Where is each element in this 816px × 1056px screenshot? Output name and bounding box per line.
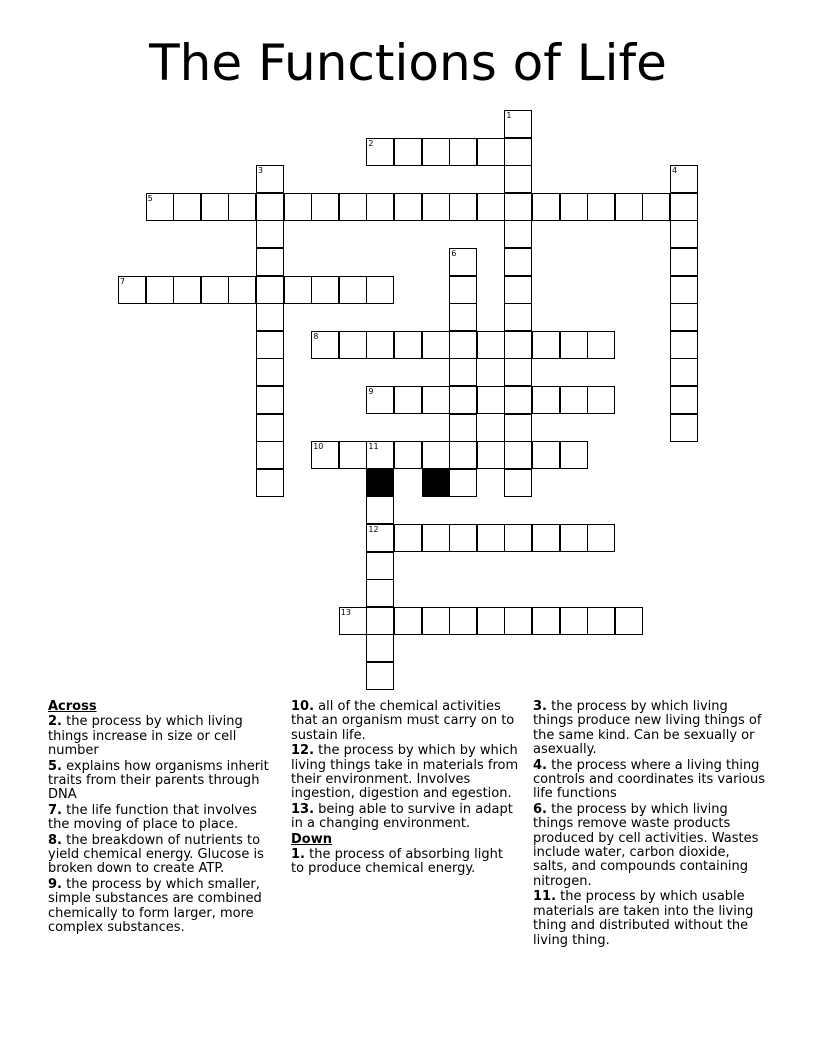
grid-cell[interactable] (532, 386, 560, 414)
clue-number: 10. (291, 699, 315, 714)
clue (48, 715, 270, 758)
grid-cell[interactable] (477, 607, 505, 635)
grid-cell[interactable] (422, 331, 450, 359)
grid-cell[interactable] (587, 193, 615, 221)
grid-cell[interactable] (394, 331, 422, 359)
grid-cell[interactable] (228, 276, 256, 304)
clue-number: 2. (48, 714, 62, 730)
grid-cell[interactable] (394, 193, 422, 221)
clue (533, 700, 767, 758)
clue (291, 848, 519, 877)
grid-cell[interactable] (422, 607, 450, 635)
grid-cell[interactable] (532, 607, 560, 635)
clue-number: 7. (48, 802, 62, 818)
grid-cell[interactable] (477, 193, 505, 221)
grid-cell[interactable] (615, 607, 643, 635)
grid-cell[interactable] (504, 469, 532, 497)
grid-cell[interactable] (449, 469, 477, 497)
grid-cell[interactable] (394, 138, 422, 166)
grid-cell[interactable] (477, 524, 505, 552)
clue-number: 13. (291, 801, 315, 817)
clue (533, 803, 767, 889)
clue-text: being able to survive in adapt in a changing environment. (291, 801, 513, 832)
grid-cell[interactable] (477, 441, 505, 469)
clue-number: 3. (533, 699, 547, 714)
grid-cell[interactable] (587, 331, 615, 359)
grid-cell[interactable] (256, 414, 284, 442)
grid-cell[interactable] (394, 607, 422, 635)
grid-cell[interactable] (670, 303, 698, 331)
grid-cell[interactable] (449, 414, 477, 442)
clue (291, 700, 519, 743)
clue-text: the process by which by which living things take in materials from their environment. Involves ingestion, digestion and egestion. (291, 743, 519, 802)
grid-cell[interactable] (449, 386, 477, 414)
grid-cell[interactable] (504, 358, 532, 386)
grid-cell[interactable] (394, 441, 422, 469)
grid-cell[interactable] (422, 193, 450, 221)
cell-number: 11 (368, 442, 379, 452)
clue-number: 9. (48, 876, 62, 892)
grid-cell[interactable] (256, 469, 284, 497)
grid-cell[interactable] (449, 138, 477, 166)
grid-cell[interactable] (449, 276, 477, 304)
clue-text: the breakdown of nutrients to yield chemical energy. Glucose is broken down to create ATP. (48, 832, 264, 877)
grid-cell[interactable] (477, 331, 505, 359)
grid-cell[interactable] (560, 386, 588, 414)
grid-cell[interactable] (339, 193, 367, 221)
grid-cell[interactable] (284, 193, 312, 221)
cell-number: 7 (120, 276, 126, 286)
grid-cell[interactable] (366, 607, 394, 635)
grid-cell[interactable] (422, 441, 450, 469)
down-heading: Down (291, 831, 332, 847)
cell-number: 3 (258, 166, 264, 176)
grid-cell[interactable] (587, 524, 615, 552)
grid-cell[interactable] (670, 358, 698, 386)
cell-number: 13 (340, 607, 351, 617)
clue-number: 6. (533, 801, 547, 817)
grid-cell[interactable] (339, 276, 367, 304)
grid-cell[interactable] (560, 193, 588, 221)
clue-number: 12. (291, 743, 315, 759)
clue-text: the process by which smaller, simple substances are combined chemically to form larger, more complex substances. (48, 876, 262, 936)
grid-cell[interactable] (504, 165, 532, 193)
clue-text: the process by which usable materials are taken into the living thing and distributed without the living thing. (533, 889, 754, 948)
grid-cell[interactable] (449, 331, 477, 359)
grid-cell[interactable] (201, 276, 229, 304)
clue-text: all of the chemical activities that an organism must carry on to sustain life. (291, 699, 515, 743)
clue-text: explains how organisms inherit traits from their parents through DNA (48, 758, 269, 803)
grid-cell[interactable] (504, 303, 532, 331)
grid-cell[interactable] (587, 386, 615, 414)
cell-number: 4 (672, 166, 678, 176)
grid-cell[interactable] (670, 193, 698, 221)
grid-cell[interactable] (449, 303, 477, 331)
grid-cell[interactable] (504, 414, 532, 442)
grid-cell[interactable] (366, 496, 394, 524)
clue-text: the process where a living thing controls and coordinates its various life functions (533, 757, 765, 802)
grid-cell[interactable] (339, 441, 367, 469)
grid-cell[interactable] (256, 248, 284, 276)
grid-cell[interactable] (560, 441, 588, 469)
clue-number: 1. (291, 847, 305, 863)
grid-cell[interactable] (256, 441, 284, 469)
grid-cell[interactable] (504, 138, 532, 166)
grid-cell[interactable] (560, 331, 588, 359)
grid-cell[interactable] (449, 524, 477, 552)
grid-cell[interactable] (670, 414, 698, 442)
grid-cell[interactable] (477, 138, 505, 166)
clue (533, 759, 767, 802)
clue (291, 744, 519, 802)
clue (291, 803, 519, 832)
grid-cell[interactable] (670, 331, 698, 359)
grid-cell[interactable] (173, 276, 201, 304)
grid-cell[interactable] (366, 276, 394, 304)
grid-cell[interactable] (449, 193, 477, 221)
grid-cell[interactable] (532, 193, 560, 221)
cell-number: 1 (506, 111, 512, 120)
clue-text: the life function that involves the moving of place to place. (48, 802, 257, 833)
grid-cell[interactable] (670, 386, 698, 414)
grid-cell[interactable] (449, 358, 477, 386)
black-cell (422, 469, 450, 497)
cell-number: 10 (313, 442, 324, 452)
cell-number: 12 (368, 525, 379, 534)
grid-cell[interactable] (504, 524, 532, 552)
grid-cell[interactable] (394, 386, 422, 414)
grid-cell[interactable] (615, 193, 643, 221)
grid-cell[interactable] (366, 634, 394, 662)
black-cell (366, 469, 394, 497)
clue-text: the process by which living things produce new living things of the same kind. Can be sexually or asexually. (533, 699, 762, 758)
grid-cell[interactable] (449, 607, 477, 635)
grid-cell[interactable] (366, 662, 394, 690)
clue-text: the process by which living things increase in size or cell number (48, 714, 243, 759)
grid-cell[interactable] (422, 524, 450, 552)
grid-cell[interactable] (504, 441, 532, 469)
cell-number: 6 (451, 249, 457, 258)
grid-cell[interactable] (587, 607, 615, 635)
clue (48, 760, 270, 803)
grid-cell[interactable] (366, 331, 394, 359)
grid-cell[interactable] (449, 441, 477, 469)
cell-number: 2 (368, 138, 374, 148)
clue-number: 4. (533, 757, 547, 773)
grid-cell[interactable] (394, 524, 422, 552)
grid-cell[interactable] (201, 193, 229, 221)
grid-cell[interactable] (256, 331, 284, 359)
grid-cell[interactable] (422, 138, 450, 166)
clues-column-3 (533, 700, 767, 949)
grid-cell[interactable] (532, 331, 560, 359)
grid-cell[interactable] (504, 276, 532, 304)
clues-column-1 (48, 700, 270, 937)
cell-number: 5 (147, 193, 153, 203)
grid-cell[interactable] (504, 193, 532, 221)
clue-number: 5. (48, 758, 62, 774)
clue (48, 804, 270, 833)
grid-cell[interactable] (256, 303, 284, 331)
grid-cell[interactable] (642, 193, 670, 221)
grid-cell[interactable] (256, 358, 284, 386)
grid-cell[interactable] (173, 193, 201, 221)
grid-cell[interactable] (311, 193, 339, 221)
grid-cell[interactable] (366, 579, 394, 607)
clue (48, 878, 270, 936)
grid-cell[interactable] (311, 276, 339, 304)
clues-column-2 (291, 700, 519, 878)
clue-text: the process of absorbing light to produce chemical energy. (291, 847, 503, 877)
grid-cell[interactable] (146, 276, 174, 304)
clue-number: 11. (533, 889, 557, 905)
grid-cell[interactable] (256, 386, 284, 414)
grid-cell[interactable] (670, 220, 698, 248)
grid-cell[interactable] (366, 193, 394, 221)
clue-text: the process by which living things remove waste products produced by cell activities. Wastes include water, carbon dioxide, salts, and compounds containing nitrogen. (533, 801, 759, 889)
grid-cell[interactable] (256, 276, 284, 304)
grid-cell[interactable] (670, 248, 698, 276)
grid-cell[interactable] (504, 220, 532, 248)
grid-cell[interactable] (504, 607, 532, 635)
grid-cell[interactable] (670, 276, 698, 304)
grid-cell[interactable] (256, 193, 284, 221)
grid-cell[interactable] (504, 248, 532, 276)
grid-cell[interactable] (256, 220, 284, 248)
clue (48, 834, 270, 877)
cell-number: 9 (368, 387, 374, 396)
across-heading: Across (48, 699, 97, 714)
puzzle-title: The Functions of Life (149, 34, 667, 92)
grid-cell[interactable] (504, 331, 532, 359)
grid-cell[interactable] (560, 524, 588, 552)
grid-cell[interactable] (422, 386, 450, 414)
grid-cell[interactable] (532, 441, 560, 469)
grid-cell[interactable] (228, 193, 256, 221)
clue-number: 8. (48, 832, 62, 848)
grid-cell[interactable] (477, 386, 505, 414)
clue (533, 890, 767, 948)
cell-number: 8 (313, 331, 319, 341)
grid-cell[interactable] (560, 607, 588, 635)
grid-cell[interactable] (284, 276, 312, 304)
grid-cell[interactable] (504, 386, 532, 414)
grid-cell[interactable] (366, 552, 394, 580)
grid-cell[interactable] (339, 331, 367, 359)
grid-cell[interactable] (532, 524, 560, 552)
